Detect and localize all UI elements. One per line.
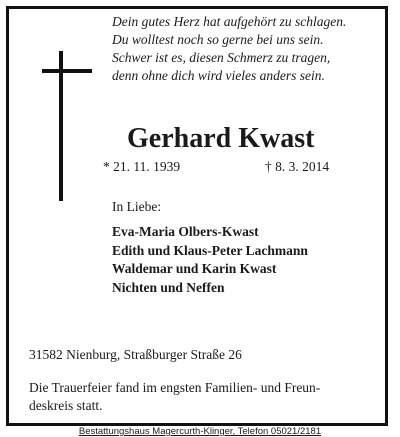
- poem-line: denn ohne dich wird vieles anders sein.: [112, 68, 325, 83]
- obituary-notice: [6, 6, 388, 426]
- ceremony-line: deskreis statt.: [29, 398, 103, 413]
- poem-line: Schwer ist es, diesen Schmerz zu tragen,: [112, 50, 331, 65]
- family-address: 31582 Nienburg, Straßburger Straße 26: [29, 347, 242, 362]
- mourner-name: Waldemar und Karin Kwast: [112, 261, 277, 276]
- cross-horizontal-bar: [42, 69, 92, 73]
- mourner-name: Edith und Klaus-Peter Lachmann: [112, 242, 308, 258]
- cross-icon: [42, 51, 92, 201]
- funeral-home-footer: [0, 427, 400, 437]
- cross-vertical-bar: [59, 51, 63, 201]
- poem-line: Du wolltest noch so gerne bei uns sein.: [112, 32, 324, 47]
- mourner-name: Eva-Maria Olbers-Kwast: [112, 224, 259, 239]
- poem-line: Dein gutes Herz hat aufgehört zu schlagen.: [112, 14, 347, 29]
- mourners-intro: In Liebe:: [112, 199, 162, 214]
- ceremony-note: [29, 379, 377, 415]
- deceased-name: Gerhard Kwast: [127, 123, 315, 154]
- funeral-home-contact: Bestattungshaus Magercurth-Klinger, Telefon 05021/2181: [78, 426, 322, 437]
- birth-date: * 21. 11. 1939: [103, 159, 181, 174]
- mourner-name: Nichten und Neffen: [112, 279, 225, 295]
- mourners-list: [112, 223, 308, 297]
- ceremony-line: Die Trauerfeier fand im engsten Familien- und Freun-: [29, 380, 321, 395]
- poem: [112, 13, 392, 85]
- death-date: † 8. 3. 2014: [265, 159, 330, 174]
